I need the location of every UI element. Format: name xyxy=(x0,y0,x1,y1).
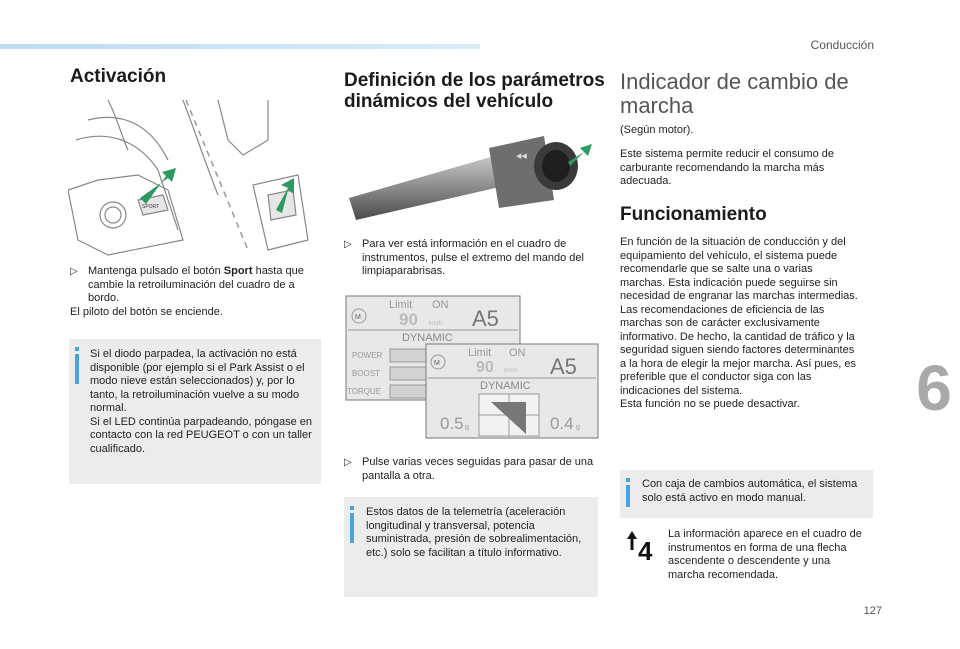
definition-title-line1: Definición de los parámetros xyxy=(344,70,605,91)
svg-text:TORQUE: TORQUE xyxy=(347,387,382,396)
info-bar xyxy=(75,354,79,384)
info-bar xyxy=(350,513,354,543)
gear-indicator-display-text: La información aparece en el cuadro de instrumentos en forma de una flecha ascendente o descendente y una marcha recomendada. xyxy=(668,528,862,581)
svg-text:0.5: 0.5 xyxy=(440,414,464,433)
svg-text:Limit: Limit xyxy=(468,347,492,359)
instrument-screens-figure xyxy=(344,294,600,440)
operation-text: En función de la situación de conducción y del equipamiento del vehículo, el sistema puede recomendarle que se salte una o varias marchas. Esta indicación puede seguirse sin necesidad de engranar las marchas intermedias. Las recomendaciones de eficiencia de las marchas son de carácter exclusivamente informativo. De hecho, la cantidad de tráfico y la seguridad siguen siendo factores determinantes a la hora de elegir la mejor marcha. Así pues, es preferible que el conductor siga con las indicaciones del sistema. Esta función no se puede desactivar. xyxy=(620,236,858,410)
svg-text:DYNAMIC: DYNAMIC xyxy=(402,332,453,344)
svg-text:g: g xyxy=(465,424,469,431)
svg-text:90: 90 xyxy=(399,310,418,329)
svg-text:4: 4 xyxy=(638,536,653,566)
activation-info-box xyxy=(69,339,321,484)
operation-title: Funcionamiento xyxy=(620,204,767,225)
gear-indicator-title-line1: Indicador de cambio de xyxy=(620,69,849,94)
definition-title-line2: dinámicos del vehículo xyxy=(344,91,554,112)
header-color-bar xyxy=(0,44,480,49)
sport-button-figure xyxy=(68,100,320,260)
svg-text:M: M xyxy=(434,360,440,367)
svg-text:90: 90 xyxy=(476,359,494,376)
bullet-arrow-icon: ▷ xyxy=(344,457,352,468)
svg-text:g: g xyxy=(576,424,580,431)
svg-text:A5: A5 xyxy=(472,306,499,331)
svg-text:km/h: km/h xyxy=(429,321,443,327)
automatic-gearbox-info-box xyxy=(620,470,873,518)
chapter-tab: 6 xyxy=(916,352,952,424)
gear-indicator-title-line2: marcha xyxy=(620,93,694,118)
activation-info-text: Si el diodo parpadea, la activación no está disponible (por ejemplo si el Park Assist o el modo nieve están seleccionados) y, por lo tanto, la retroiluminación vuelve a su modo normal. Si el LED continúa parpadeando, póngase en contacto con la red PEUGEOT o con un taller cualificado. xyxy=(90,348,313,455)
automatic-gearbox-info-text: Con caja de cambios automática, el sistema solo está activo en modo manual. xyxy=(642,478,858,504)
info-icon xyxy=(75,347,79,351)
svg-text:Limit: Limit xyxy=(389,299,413,311)
gear-shift-arrow-icon xyxy=(626,530,660,566)
sport-button-label: SPORT xyxy=(142,204,160,210)
page-number: 127 xyxy=(863,605,882,617)
svg-text:DYNAMIC: DYNAMIC xyxy=(480,380,531,392)
svg-text:ON: ON xyxy=(509,347,526,359)
engine-note: (Según motor). xyxy=(620,124,694,136)
svg-text:ON: ON xyxy=(432,299,449,311)
bullet-arrow-icon: ▷ xyxy=(344,239,352,250)
definition-bullet-1: ▷ Para ver está información en el cuadro de instrumentos, pulse el extremo del mando del limpiaparabrisas. xyxy=(344,238,584,277)
info-icon xyxy=(626,478,630,482)
svg-text:◀◀: ◀◀ xyxy=(516,153,527,160)
section-label: Conducción xyxy=(810,38,874,52)
wiper-stalk-figure xyxy=(344,128,596,228)
activation-bullet: ▷ Mantenga pulsado el botón Sport hasta que cambie la retroiluminación del cuadro de a bordo. xyxy=(70,265,304,304)
svg-text:A5: A5 xyxy=(550,354,577,379)
activation-title: Activación xyxy=(70,66,167,87)
telemetry-info-box xyxy=(344,497,598,597)
bullet-arrow-icon: ▷ xyxy=(70,266,78,277)
gear-indicator-description: Este sistema permite reducir el consumo de carburante recomendando la marcha más adecuada. xyxy=(620,148,834,187)
svg-text:BOOST: BOOST xyxy=(352,369,381,378)
svg-text:POWER: POWER xyxy=(352,351,383,360)
info-bar xyxy=(626,485,630,507)
svg-text:M: M xyxy=(355,314,361,321)
definition-bullet-2: ▷ Pulse varias veces seguidas para pasar de una pantalla a otra. xyxy=(344,456,594,482)
svg-text:0.4: 0.4 xyxy=(550,414,574,433)
svg-text:km/h: km/h xyxy=(504,368,518,374)
telemetry-info-text: Estos datos de la telemetría (aceleración longitudinal y transversal, potencia suministrada, presión de sobrealimentación, etc.) solo se facilitan a título informativo. xyxy=(366,506,582,559)
activation-text: El piloto del botón se enciende. xyxy=(70,305,223,318)
info-icon xyxy=(350,506,354,510)
